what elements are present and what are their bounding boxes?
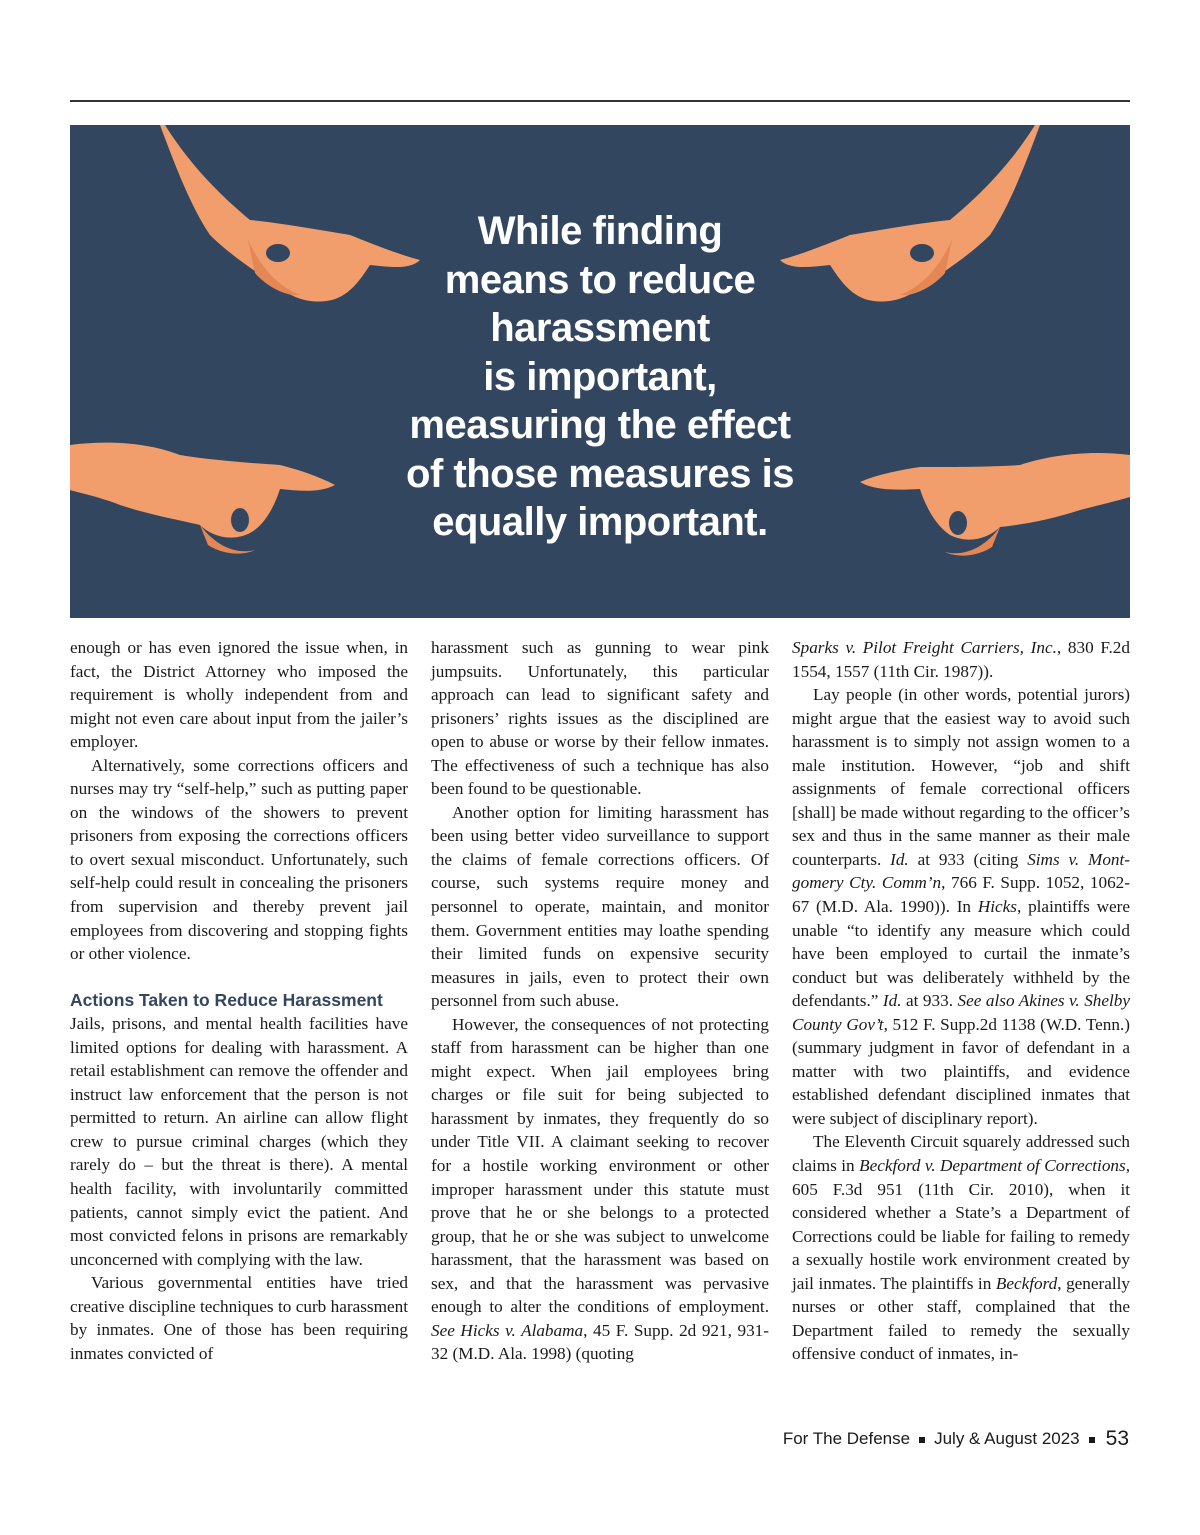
pull-quote-line: equally important.: [432, 500, 768, 544]
citation-text: , 766 F. Supp. 1052, 1062-67 (M.D. Ala. 1990)). In: [792, 873, 1130, 917]
section-heading: Actions Taken to Reduce Harassment: [70, 989, 383, 1010]
paragraph-text: However, the consequences of not protecting staff from harassment can be higher than one might expect. When jail employees bring charges or file suit for being subjected to harassment by inmates, they frequently do so under Title VII. A claimant seeking to recover for a hostile working environment or other improper harassment under this statute must prove that he or she belongs to a protected group, that he or she was subject to unwelcome harassment, that the harassment was based on sex, and that the harassment was pervasive enough to alter the conditions of employment.: [431, 1014, 769, 1317]
pointing-hand-top-right-icon: [780, 125, 1040, 302]
pull-quote-banner: [70, 125, 1130, 618]
separator-square-icon: [1089, 1437, 1095, 1443]
paragraph-text: , generally nurses or other staff, complained that the Department failed to remedy the sexually offensive conduct of inmates, in-: [792, 1273, 1131, 1364]
case-citation: Beckford v. Department of Corrections: [859, 1156, 1126, 1176]
publication-name: For The Defense: [782, 1429, 911, 1448]
pointing-hand-top-left-icon: [160, 125, 420, 302]
paragraph: [792, 636, 1130, 683]
paragraph: [792, 1130, 1130, 1365]
case-citation: Hicks: [977, 897, 1017, 917]
case-citation: Sims v. Montgomery Cty. Comm’n: [792, 849, 1131, 893]
paragraph: harassment such as gunning to wear pink jumpsuits. Unfortunately, this particular approach can lead to significant safety and prisoners’ rights issues as the disciplined are open to abuse or worse by their fellow inmates. The effectiveness of such a technique has also been found to be questionable.: [431, 638, 769, 799]
paragraph: Jails, prisons, and mental health facilities have limited options for dealing with harassment. A retail establishment can remove the offender and instruct law enforcement that the person is not permitted to return. An airline can allow flight crew to pursue criminal charges (which they rarely do – but the threat is there). A mental health facility, with involuntarily committed patients, cannot simply evict the patient. And most convicted felons in prisons are remarkably unconcerned with complying with the law.: [70, 1014, 408, 1269]
pull-quote-line: While finding: [477, 209, 723, 253]
paragraph-text: , plaintiffs were unable “to identify any measure which could have been employed to curtail the inmate’s conduct but was deliberately withheld by the defendants.”: [792, 897, 1131, 1011]
citation-text: at 933.: [901, 991, 954, 1011]
top-rule: [70, 100, 1130, 102]
paragraph-text: The Eleventh Circuit squarely addressed such claims in: [792, 1132, 1130, 1176]
page-footer: [783, 1427, 1129, 1451]
pointing-hand-bottom-right-icon: [860, 453, 1130, 556]
paragraph: [431, 1013, 769, 1366]
pull-quote-line: harassment: [490, 306, 710, 350]
case-citation: Beckford: [995, 1273, 1058, 1293]
paragraph-text: Lay people (in other words, potential jurors) might argue that the easiest way to avoid such harassment is to simply not assign women to a male institution. However, “job and shift assignments of female correctional officers [shall] be made without regarding to the officer’s sex and thus in the same manner as their male counterparts.: [792, 685, 1130, 869]
paragraph: Alternatively, some corrections officers and nurses may try “self-help,” such as putting paper on the windows of the showers to prevent prisoners from exposing the corrections officers to overt sexual misconduct. Unfortunately, such self-help could result in concealing the prisoners from supervision and thereby prevent jail employees from discovering and stopping fights or other violence.: [70, 755, 408, 964]
pull-quote-line: is important,: [483, 354, 717, 399]
citation-text: at 933 (citing: [908, 849, 1019, 869]
case-citation: Id.: [890, 849, 909, 869]
page-number: 53: [1105, 1427, 1129, 1450]
pull-quote-line: measuring the effect: [409, 403, 791, 447]
issue-date: July & August 2023: [934, 1429, 1080, 1448]
citation-text: , 830 F.2d 1554, 1557 (11th Cir. 1987)).: [792, 638, 1130, 681]
pull-quote-line: of those measures is: [406, 451, 794, 496]
pull-quote: [400, 207, 800, 547]
paragraph: enough or has even ignored the issue when, in fact, the District Attorney who imposed the requirement is wholly independent from and might not even care about input from the jailer’s employer.: [70, 638, 408, 752]
pointing-hand-bottom-left-icon: [70, 443, 335, 554]
paragraph-text: , 605 F.3d 951 (11th Cir. 2010), when it considered whether a State’s a Department of Corrections could be liable for failing to remedy a sexually hostile work environment created by jail inmates. The plaintiffs in: [792, 1156, 1131, 1293]
citation-text: , 512 F. Supp.2d 1138 (W.D. Tenn.) (summary judgment in favor of defendant in a matter with two plaintiffs, and evidence established defendant disciplined inmates that were subject of disciplinary report).: [792, 1014, 1130, 1128]
text-column-2: [431, 636, 769, 1366]
paragraph: [792, 683, 1130, 1130]
pull-quote-line: means to reduce: [444, 257, 756, 302]
case-citation: Id.: [882, 991, 902, 1011]
case-citation: See Hicks v. Alabama: [431, 1320, 584, 1340]
paragraph: Various governmental entities have tried creative discipline techniques to curb harassment by inmates. One of those has been requiring inmates convicted of: [70, 1273, 408, 1363]
text-column-3: [792, 636, 1130, 1366]
case-citation: See also Akines v. Shelby County Gov’t: [792, 991, 1131, 1034]
separator-square-icon: [919, 1437, 925, 1443]
text-column-1: [70, 636, 408, 1365]
citation-text: , 45 F. Supp. 2d 921, 931-32 (M.D. Ala. 1998) (quoting: [431, 1320, 770, 1364]
paragraph: Another option for limiting harassment has been using better video surveillance to support the claims of female corrections officers. Of course, such systems require money and personnel to operate, maintain, and monitor them. Government entities may loathe spending their limited funds on expensive security measures in jails, even to protect their own personnel from such abuse.: [431, 802, 769, 1011]
case-citation: Sparks v. Pilot Freight Carriers, Inc.: [792, 638, 1057, 657]
